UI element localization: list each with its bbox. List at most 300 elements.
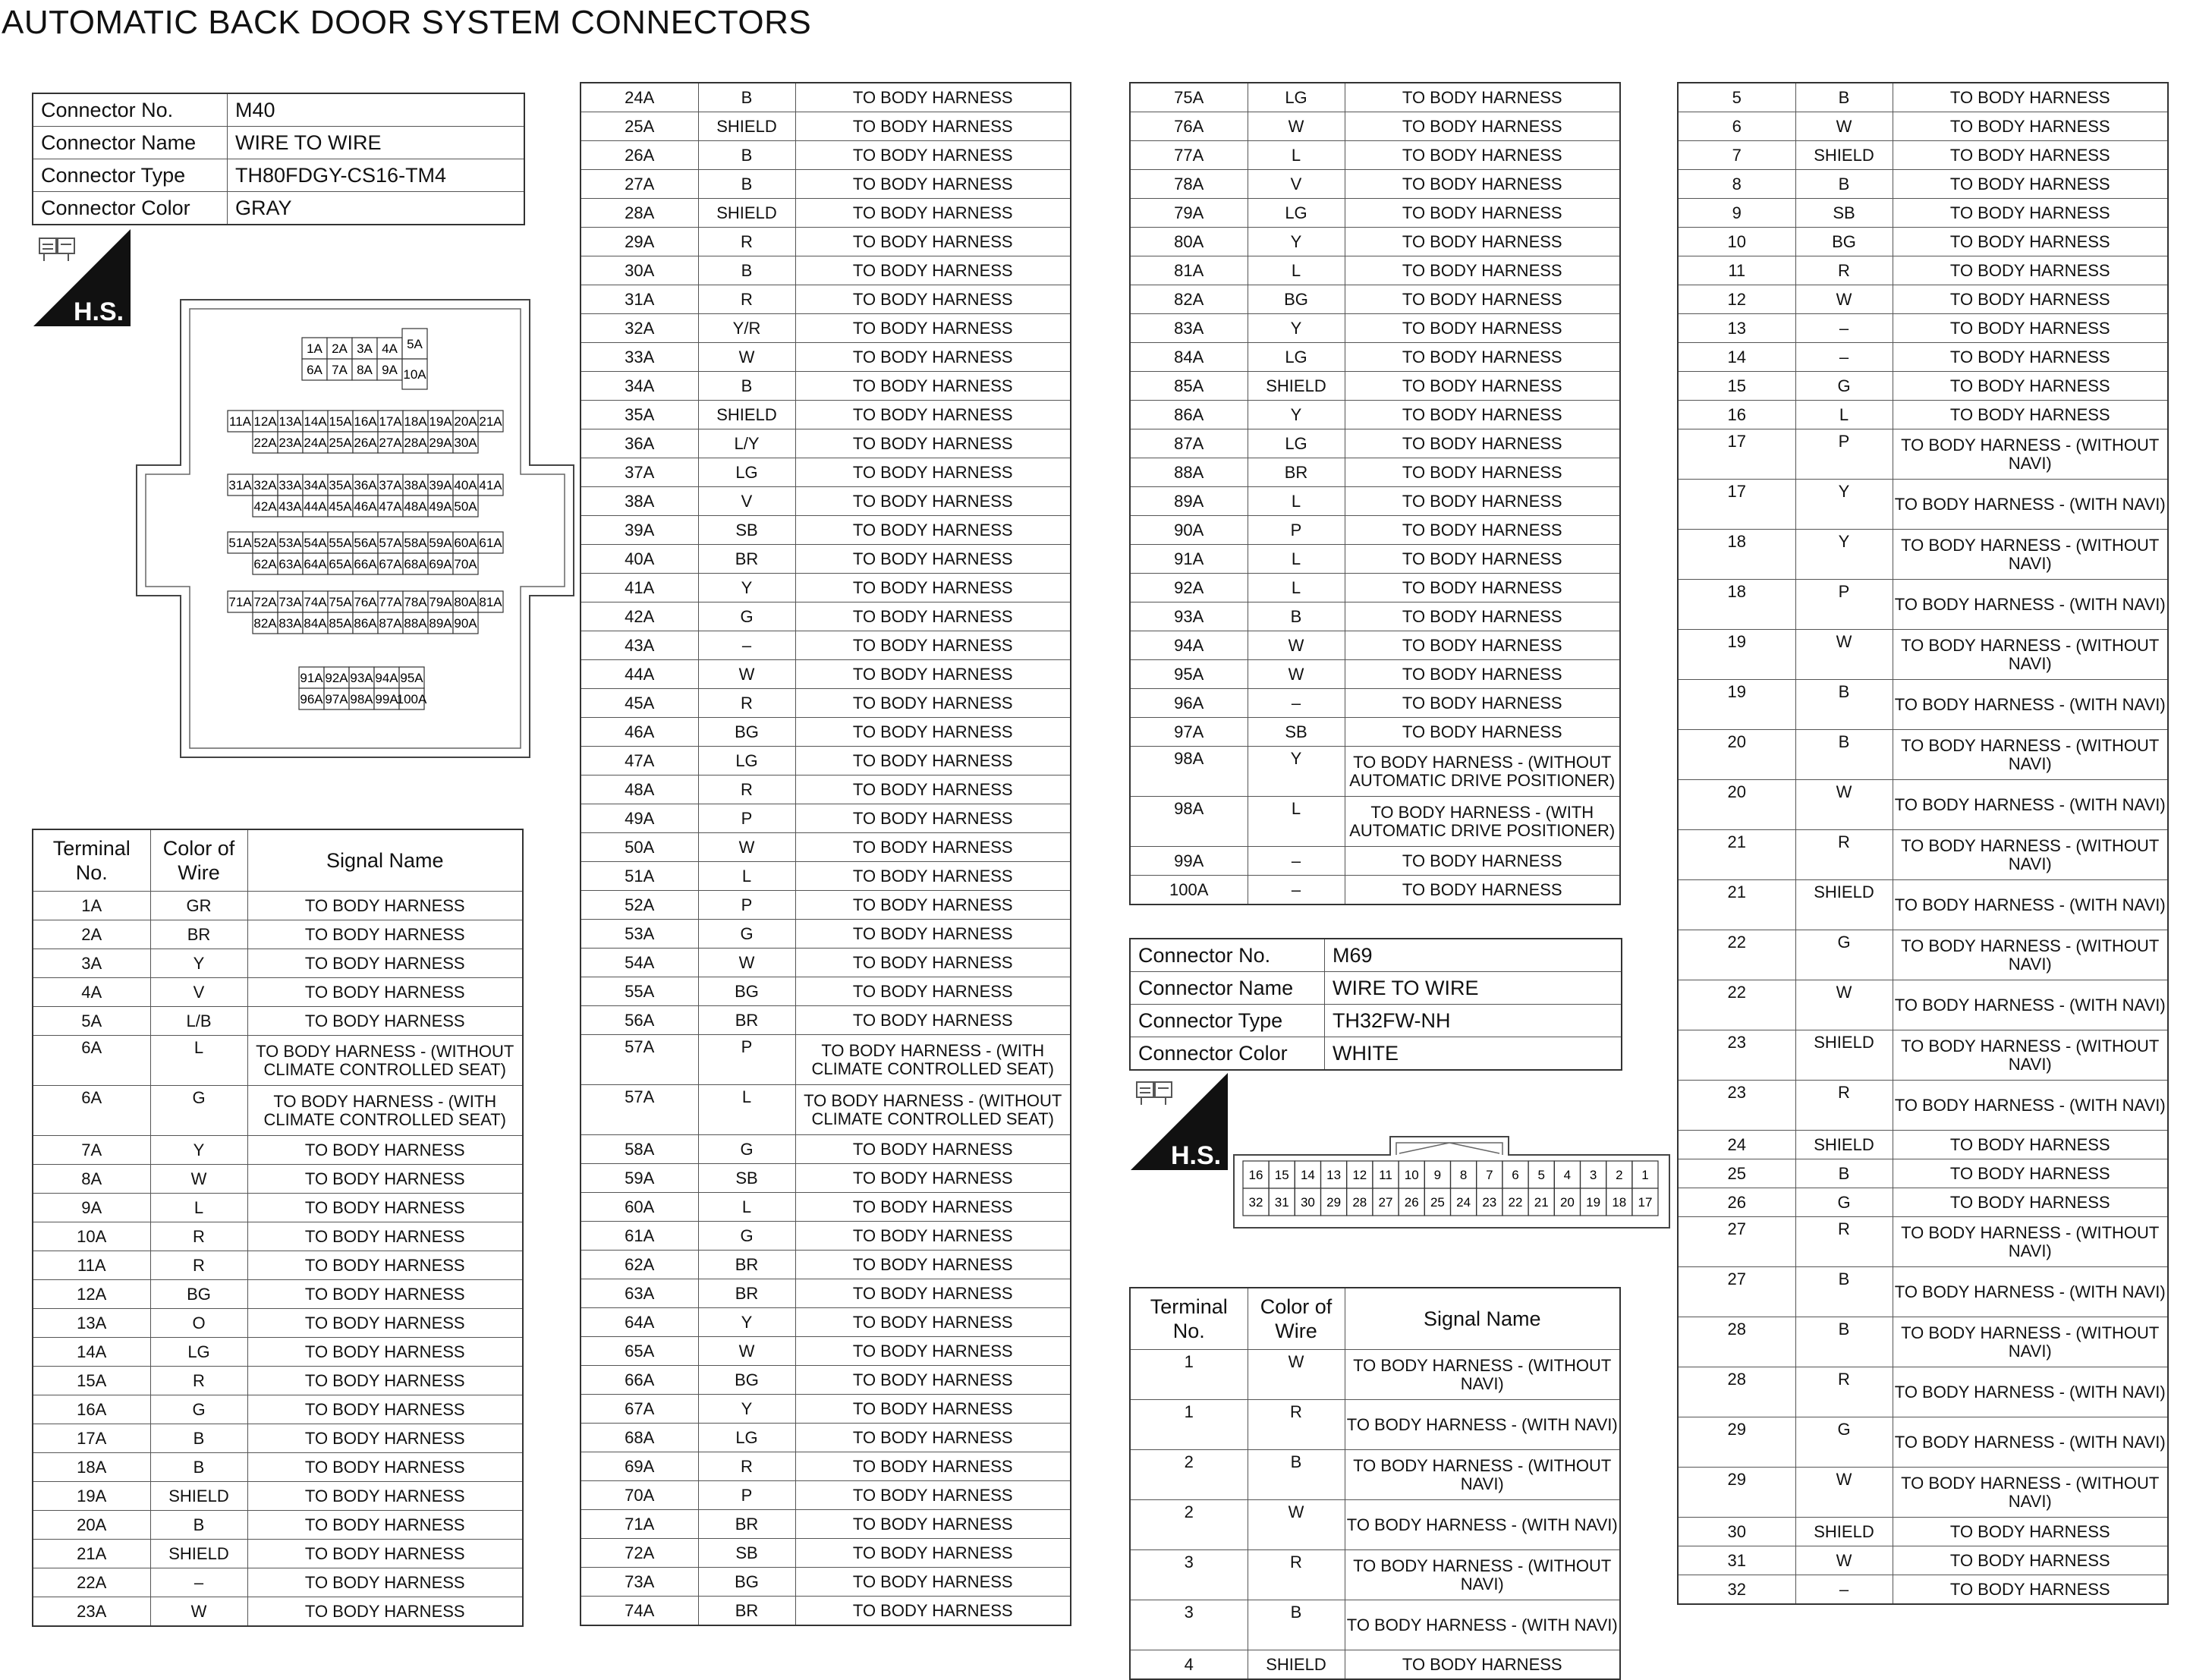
table-row <box>1130 112 1620 141</box>
connector-pin <box>403 532 428 553</box>
wire-color-cell: G <box>150 1395 247 1424</box>
table-row <box>1130 256 1620 285</box>
m40-connector-face <box>135 298 575 759</box>
wire-color-cell: R <box>1248 1550 1345 1600</box>
connector-pin <box>453 474 478 496</box>
signal-name-cell: TO BODY HARNESS <box>1893 372 2168 401</box>
pin-label: 17A <box>379 414 402 429</box>
wire-color-cell: BR <box>1248 458 1345 487</box>
wire-color-cell: BG <box>150 1280 247 1309</box>
signal-name-cell: TO BODY HARNESS - (WITH NAVI) <box>1893 480 2168 530</box>
table-row <box>1678 1030 2168 1081</box>
wire-color-cell: W <box>698 833 795 862</box>
table-row <box>1130 458 1620 487</box>
signal-name-cell: TO BODY HARNESS - (WITH NAVI) <box>1893 980 2168 1030</box>
table-row <box>1130 718 1620 747</box>
pin-label: 6A <box>307 363 323 377</box>
connector-view-icon <box>39 238 74 261</box>
terminal-no-cell: 57A <box>581 1085 698 1135</box>
signal-name-cell: TO BODY HARNESS <box>1345 228 1620 256</box>
terminal-no-cell: 22 <box>1678 930 1795 980</box>
terminal-no-cell: 93A <box>1130 602 1248 631</box>
connector-pin <box>328 496 353 517</box>
signal-name-cell: TO BODY HARNESS <box>795 602 1071 631</box>
table-row <box>581 83 1071 112</box>
pin-label: 16 <box>1248 1168 1263 1182</box>
wire-color-cell: SHIELD <box>1795 880 1893 930</box>
terminal-no-cell: 57A <box>581 1035 698 1085</box>
pin-label: 11 <box>1379 1168 1392 1182</box>
wire-color-cell: G <box>1795 1417 1893 1468</box>
terminal-no-cell: 16A <box>33 1395 150 1424</box>
terminal-no-cell: 98A <box>1130 747 1248 797</box>
wire-color-cell: LG <box>698 458 795 487</box>
terminal-no-cell: 21 <box>1678 830 1795 880</box>
terminal-no-cell: 37A <box>581 458 698 487</box>
connector-pin <box>228 474 253 496</box>
table-row <box>1678 401 2168 429</box>
connector-pin <box>378 553 403 574</box>
terminal-no-cell: 23 <box>1678 1030 1795 1081</box>
connector-pin <box>299 667 324 688</box>
pin-label: 11A <box>229 414 251 429</box>
pin-label: 29A <box>429 436 452 450</box>
table-row <box>581 862 1071 891</box>
connector-pin <box>1295 1161 1320 1188</box>
wire-color-cell: BG <box>1248 285 1345 314</box>
pin-label: 90A <box>454 616 477 631</box>
connector-pin <box>228 591 253 612</box>
wire-color-cell: R <box>1795 830 1893 880</box>
wire-color-cell: SHIELD <box>698 199 795 228</box>
pin-label: 49A <box>429 499 452 514</box>
terminal-no-cell: 41A <box>581 574 698 602</box>
terminal-no-cell: 19 <box>1678 680 1795 730</box>
m69-connector-info-table <box>1129 938 1622 1071</box>
connector-pin <box>1373 1161 1399 1188</box>
signal-name-cell: TO BODY HARNESS <box>795 112 1071 141</box>
pin-label: 21 <box>1534 1195 1549 1210</box>
connector-pin <box>278 591 303 612</box>
wire-color-cell: W <box>1795 112 1893 141</box>
terminal-no-cell: 9 <box>1678 199 1795 228</box>
table-row <box>1678 1468 2168 1518</box>
table-row <box>581 314 1071 343</box>
connector-pin <box>303 532 328 553</box>
connector-pin <box>1399 1188 1424 1216</box>
pin-label: 30A <box>454 436 477 450</box>
wire-color-cell: Y <box>150 949 247 978</box>
table-row <box>581 1222 1071 1251</box>
connector-pin <box>378 532 403 553</box>
signal-name-cell: TO BODY HARNESS <box>795 1568 1071 1597</box>
connector-pin <box>324 667 349 688</box>
wire-color-cell: G <box>1795 930 1893 980</box>
connector-pin <box>328 591 353 612</box>
pin-label: 45A <box>329 499 352 514</box>
pin-label: 24 <box>1456 1195 1471 1210</box>
connector-pin <box>328 612 353 634</box>
pin-label: 29 <box>1326 1195 1342 1210</box>
signal-name-cell: TO BODY HARNESS <box>1893 170 2168 199</box>
pin-label: 4A <box>382 341 398 356</box>
signal-name-cell: TO BODY HARNESS <box>247 1453 523 1482</box>
wire-color-cell: LG <box>698 747 795 776</box>
pin-label: 26A <box>354 436 377 450</box>
table-row <box>581 372 1071 401</box>
table-row <box>581 631 1071 660</box>
wire-color-cell: SB <box>1795 199 1893 228</box>
signal-name-cell: TO BODY HARNESS - (WITHOUT NAVI) <box>1893 1317 2168 1367</box>
signal-name-cell: TO BODY HARNESS <box>795 1006 1071 1035</box>
terminal-no-cell: 40A <box>581 545 698 574</box>
table-row <box>581 458 1071 487</box>
signal-name-cell: TO BODY HARNESS <box>1893 314 2168 343</box>
terminal-no-cell: 29A <box>581 228 698 256</box>
signal-name-cell: TO BODY HARNESS - (WITHOUT NAVI) <box>1893 1217 2168 1267</box>
pin-label: 73A <box>278 595 302 609</box>
connector-pin <box>1477 1161 1502 1188</box>
wire-color-cell: O <box>150 1309 247 1338</box>
connector-pin <box>374 667 399 688</box>
connector-pin <box>377 359 402 380</box>
signal-name-cell: TO BODY HARNESS <box>795 141 1071 170</box>
pin-label: 24A <box>304 436 327 450</box>
signal-name-cell: TO BODY HARNESS <box>1893 1188 2168 1217</box>
wire-color-cell: Y <box>1795 480 1893 530</box>
connector-pin <box>1477 1188 1502 1216</box>
terminal-no-cell: 6 <box>1678 112 1795 141</box>
terminal-no-cell: 17A <box>33 1424 150 1453</box>
terminal-no-cell: 45A <box>581 689 698 718</box>
table-row <box>581 1539 1071 1568</box>
table-row <box>1130 401 1620 429</box>
table-row <box>1678 1267 2168 1317</box>
pin-label: 8 <box>1459 1168 1468 1182</box>
signal-name-cell: TO BODY HARNESS <box>795 977 1071 1006</box>
connector-pin <box>378 432 403 453</box>
table-row <box>1678 1131 2168 1159</box>
signal-name-cell: TO BODY HARNESS <box>1893 112 2168 141</box>
wire-color-cell: B <box>1795 170 1893 199</box>
signal-name-cell: TO BODY HARNESS - (WITHOUT NAVI) <box>1345 1450 1620 1500</box>
table-row <box>1130 141 1620 170</box>
pin-label: 18A <box>404 414 427 429</box>
pin-label: 22 <box>1508 1195 1523 1210</box>
terminal-no-cell: 1 <box>1130 1400 1248 1450</box>
table-row <box>33 1482 523 1511</box>
connector-pin <box>353 411 378 432</box>
wire-color-cell: SHIELD <box>1795 1131 1893 1159</box>
signal-name-cell: TO BODY HARNESS <box>795 1308 1071 1337</box>
connector-pin <box>1632 1161 1658 1188</box>
connector-pin <box>253 612 278 634</box>
signal-name-cell: TO BODY HARNESS <box>1893 228 2168 256</box>
table-row <box>1130 1600 1620 1650</box>
signal-name-cell: TO BODY HARNESS <box>247 892 523 920</box>
connector-pin <box>253 591 278 612</box>
signal-name-cell: TO BODY HARNESS <box>795 487 1071 516</box>
wire-color-cell: BG <box>1795 228 1893 256</box>
table-row <box>33 1007 523 1036</box>
wire-color-cell: L <box>1248 487 1345 516</box>
wire-color-cell: R <box>698 228 795 256</box>
terminal-no-cell: 15 <box>1678 372 1795 401</box>
connector-pin <box>1451 1161 1477 1188</box>
wire-color-cell: – <box>150 1568 247 1597</box>
signal-name-cell: TO BODY HARNESS <box>795 372 1071 401</box>
connector-pin <box>397 688 427 709</box>
terminal-no-cell: 7A <box>33 1136 150 1165</box>
terminal-no-cell: 42A <box>581 602 698 631</box>
wire-color-cell: – <box>1795 343 1893 372</box>
pin-label: 69A <box>429 557 452 571</box>
table-row <box>1678 1546 2168 1575</box>
signal-name-cell: TO BODY HARNESS <box>795 1539 1071 1568</box>
info-value: TH32FW-NH <box>1325 1005 1622 1037</box>
pin-label: 17 <box>1638 1195 1653 1210</box>
pin-label: 7A <box>332 363 348 377</box>
terminal-no-cell: 43A <box>581 631 698 660</box>
signal-name-cell: TO BODY HARNESS - (WITHOUT NAVI) <box>1893 730 2168 780</box>
connector-pin <box>453 432 478 453</box>
signal-name-cell: TO BODY HARNESS <box>1345 372 1620 401</box>
terminal-no-cell: 90A <box>1130 516 1248 545</box>
pin-label: 46A <box>354 499 377 514</box>
signal-name-cell: TO BODY HARNESS <box>795 458 1071 487</box>
wire-color-cell: W <box>698 949 795 977</box>
pin-label: 43A <box>278 499 302 514</box>
signal-name-cell: TO BODY HARNESS <box>1345 429 1620 458</box>
info-row <box>33 159 524 192</box>
table-row <box>1678 372 2168 401</box>
terminal-no-cell: 2 <box>1130 1450 1248 1500</box>
wire-color-cell: R <box>698 776 795 804</box>
table-row <box>1678 1217 2168 1267</box>
table-row <box>581 1597 1071 1626</box>
table-row <box>1678 830 2168 880</box>
signal-name-cell: TO BODY HARNESS <box>1345 689 1620 718</box>
terminal-no-cell: 18 <box>1678 530 1795 580</box>
wire-color-cell: W <box>1795 630 1893 680</box>
connector-pin <box>328 474 353 496</box>
wire-color-cell: Y/R <box>698 314 795 343</box>
pin-label: 34A <box>304 478 327 492</box>
signal-name-cell: TO BODY HARNESS <box>795 776 1071 804</box>
terminal-no-cell: 19 <box>1678 630 1795 680</box>
terminal-no-cell: 92A <box>1130 574 1248 602</box>
connector-pin <box>378 591 403 612</box>
pin-label: 67A <box>379 557 402 571</box>
terminal-no-cell: 38A <box>581 487 698 516</box>
terminal-no-cell: 78A <box>1130 170 1248 199</box>
terminal-no-cell: 9A <box>33 1194 150 1222</box>
table-row <box>581 660 1071 689</box>
wire-color-cell: LG <box>698 1424 795 1452</box>
terminal-no-cell: 74A <box>581 1597 698 1626</box>
signal-name-cell: TO BODY HARNESS <box>247 1136 523 1165</box>
signal-name-cell: TO BODY HARNESS <box>1345 141 1620 170</box>
connector-pin <box>403 432 428 453</box>
pin-label: 78A <box>404 595 427 609</box>
table-row <box>1130 545 1620 574</box>
wire-color-cell: B <box>150 1511 247 1540</box>
connector-pin <box>1606 1161 1632 1188</box>
signal-name-cell: TO BODY HARNESS <box>247 1251 523 1280</box>
wire-color-cell: R <box>1248 1400 1345 1450</box>
terminal-no-cell: 19A <box>33 1482 150 1511</box>
signal-name-cell: TO BODY HARNESS <box>1345 718 1620 747</box>
signal-name-cell: TO BODY HARNESS <box>247 1338 523 1367</box>
table-row <box>1678 343 2168 372</box>
hs-label: H.S. <box>1170 1141 1222 1170</box>
wire-color-cell: BG <box>698 1366 795 1395</box>
table-row <box>33 1251 523 1280</box>
pin-label: 65A <box>329 557 352 571</box>
wire-color-cell: B <box>698 170 795 199</box>
table-row <box>1678 630 2168 680</box>
connector-pin <box>302 359 327 380</box>
table-row <box>1678 780 2168 830</box>
table-row <box>33 1597 523 1627</box>
connector-pin <box>1243 1188 1269 1216</box>
connector-pin <box>1424 1161 1450 1188</box>
connector-pin <box>478 591 503 612</box>
terminal-no-cell: 12 <box>1678 285 1795 314</box>
wire-color-cell: L <box>1248 141 1345 170</box>
signal-name-cell: TO BODY HARNESS <box>1345 170 1620 199</box>
connector-pin <box>328 553 353 574</box>
connector-pin <box>253 411 278 432</box>
wire-color-cell: W <box>1248 660 1345 689</box>
m40-terminal-table-2 <box>580 82 1071 1626</box>
signal-name-cell: TO BODY HARNESS <box>1345 660 1620 689</box>
signal-name-cell: TO BODY HARNESS <box>795 1251 1071 1279</box>
table-row <box>581 833 1071 862</box>
table-row <box>1130 1450 1620 1500</box>
table-row <box>1130 631 1620 660</box>
terminal-no-cell: 17 <box>1678 480 1795 530</box>
wire-color-cell: B <box>1795 730 1893 780</box>
pin-label: 10A <box>403 367 426 382</box>
table-row <box>581 1135 1071 1164</box>
pin-label: 35A <box>329 478 352 492</box>
wire-color-cell: BG <box>698 977 795 1006</box>
connector-pin <box>403 496 428 517</box>
connector-pin <box>303 432 328 453</box>
wire-color-cell: L <box>1248 797 1345 847</box>
terminal-no-cell: 31A <box>581 285 698 314</box>
wire-color-cell: SB <box>1248 718 1345 747</box>
pin-label: 84A <box>304 616 327 631</box>
connector-pin <box>1451 1188 1477 1216</box>
info-value: TH80FDGY-CS16-TM4 <box>228 159 525 192</box>
signal-name-cell: TO BODY HARNESS <box>247 1222 523 1251</box>
wire-color-cell: P <box>1248 516 1345 545</box>
terminal-no-cell: 59A <box>581 1164 698 1193</box>
signal-name-cell: TO BODY HARNESS <box>795 1395 1071 1424</box>
m69-terminal-table-1 <box>1129 1287 1621 1680</box>
signal-name-cell: TO BODY HARNESS <box>795 516 1071 545</box>
table-row <box>581 977 1071 1006</box>
pin-label: 55A <box>329 536 352 550</box>
connector-pin <box>478 474 503 496</box>
wire-color-cell: B <box>150 1453 247 1482</box>
table-row <box>1130 343 1620 372</box>
pin-label: 21A <box>479 414 502 429</box>
signal-name-cell: TO BODY HARNESS - (WITHOUT CLIMATE CONTROLLED SEAT) <box>795 1085 1071 1135</box>
info-key: Connector Name <box>1130 972 1325 1005</box>
pin-label: 94A <box>375 671 398 685</box>
pin-label: 47A <box>379 499 402 514</box>
terminal-no-cell: 32A <box>581 314 698 343</box>
connector-pin <box>327 359 352 380</box>
terminal-no-cell: 35A <box>581 401 698 429</box>
wire-color-cell: BR <box>150 920 247 949</box>
connector-pin <box>1295 1188 1320 1216</box>
info-value: WIRE TO WIRE <box>1325 972 1622 1005</box>
terminal-no-cell: 95A <box>1130 660 1248 689</box>
terminal-no-cell: 70A <box>581 1481 698 1510</box>
table-row <box>1678 314 2168 343</box>
table-row <box>33 1136 523 1165</box>
table-row <box>1130 314 1620 343</box>
terminal-no-cell: 66A <box>581 1366 698 1395</box>
terminal-no-cell: 33A <box>581 343 698 372</box>
table-row <box>1130 1550 1620 1600</box>
table-row <box>1678 1317 2168 1367</box>
pin-label: 3 <box>1589 1168 1597 1182</box>
wire-color-cell: W <box>1795 1468 1893 1518</box>
signal-name-cell: TO BODY HARNESS - (WITH CLIMATE CONTROLLED SEAT) <box>247 1086 523 1136</box>
signal-name-cell: TO BODY HARNESS <box>795 1337 1071 1366</box>
signal-name-cell: TO BODY HARNESS - (WITHOUT NAVI) <box>1893 630 2168 680</box>
signal-name-cell: TO BODY HARNESS <box>795 747 1071 776</box>
signal-name-cell: TO BODY HARNESS <box>1893 1131 2168 1159</box>
wire-color-cell: BG <box>698 718 795 747</box>
terminal-no-cell: 14 <box>1678 343 1795 372</box>
terminal-no-cell: 22A <box>33 1568 150 1597</box>
terminal-no-cell: 20 <box>1678 730 1795 780</box>
table-row <box>581 343 1071 372</box>
terminal-no-cell: 28 <box>1678 1317 1795 1367</box>
info-row <box>1130 972 1622 1005</box>
wire-color-cell: W <box>1795 285 1893 314</box>
signal-name-cell: TO BODY HARNESS - (WITH NAVI) <box>1893 880 2168 930</box>
terminal-no-cell: 5A <box>33 1007 150 1036</box>
wire-color-cell: LG <box>1248 199 1345 228</box>
pin-label: 68A <box>404 557 427 571</box>
wire-color-cell: BG <box>698 1568 795 1597</box>
wire-color-cell: L <box>698 862 795 891</box>
signal-name-cell: TO BODY HARNESS - (WITH NAVI) <box>1893 1367 2168 1417</box>
pin-label: 4 <box>1563 1168 1572 1182</box>
m40-terminal-table-3 <box>1129 82 1621 905</box>
table-row <box>1678 1188 2168 1217</box>
connector-pin <box>374 688 399 709</box>
table-row <box>581 891 1071 920</box>
connector-pin <box>428 612 453 634</box>
table-row <box>581 1279 1071 1308</box>
terminal-no-cell: 18A <box>33 1453 150 1482</box>
pin-label: 48A <box>404 499 427 514</box>
wire-color-cell: Y <box>1248 747 1345 797</box>
terminal-no-cell: 18 <box>1678 580 1795 630</box>
wire-color-cell: R <box>150 1222 247 1251</box>
pin-label: 15A <box>329 414 352 429</box>
signal-name-cell: TO BODY HARNESS <box>247 1540 523 1568</box>
table-row <box>581 1193 1071 1222</box>
